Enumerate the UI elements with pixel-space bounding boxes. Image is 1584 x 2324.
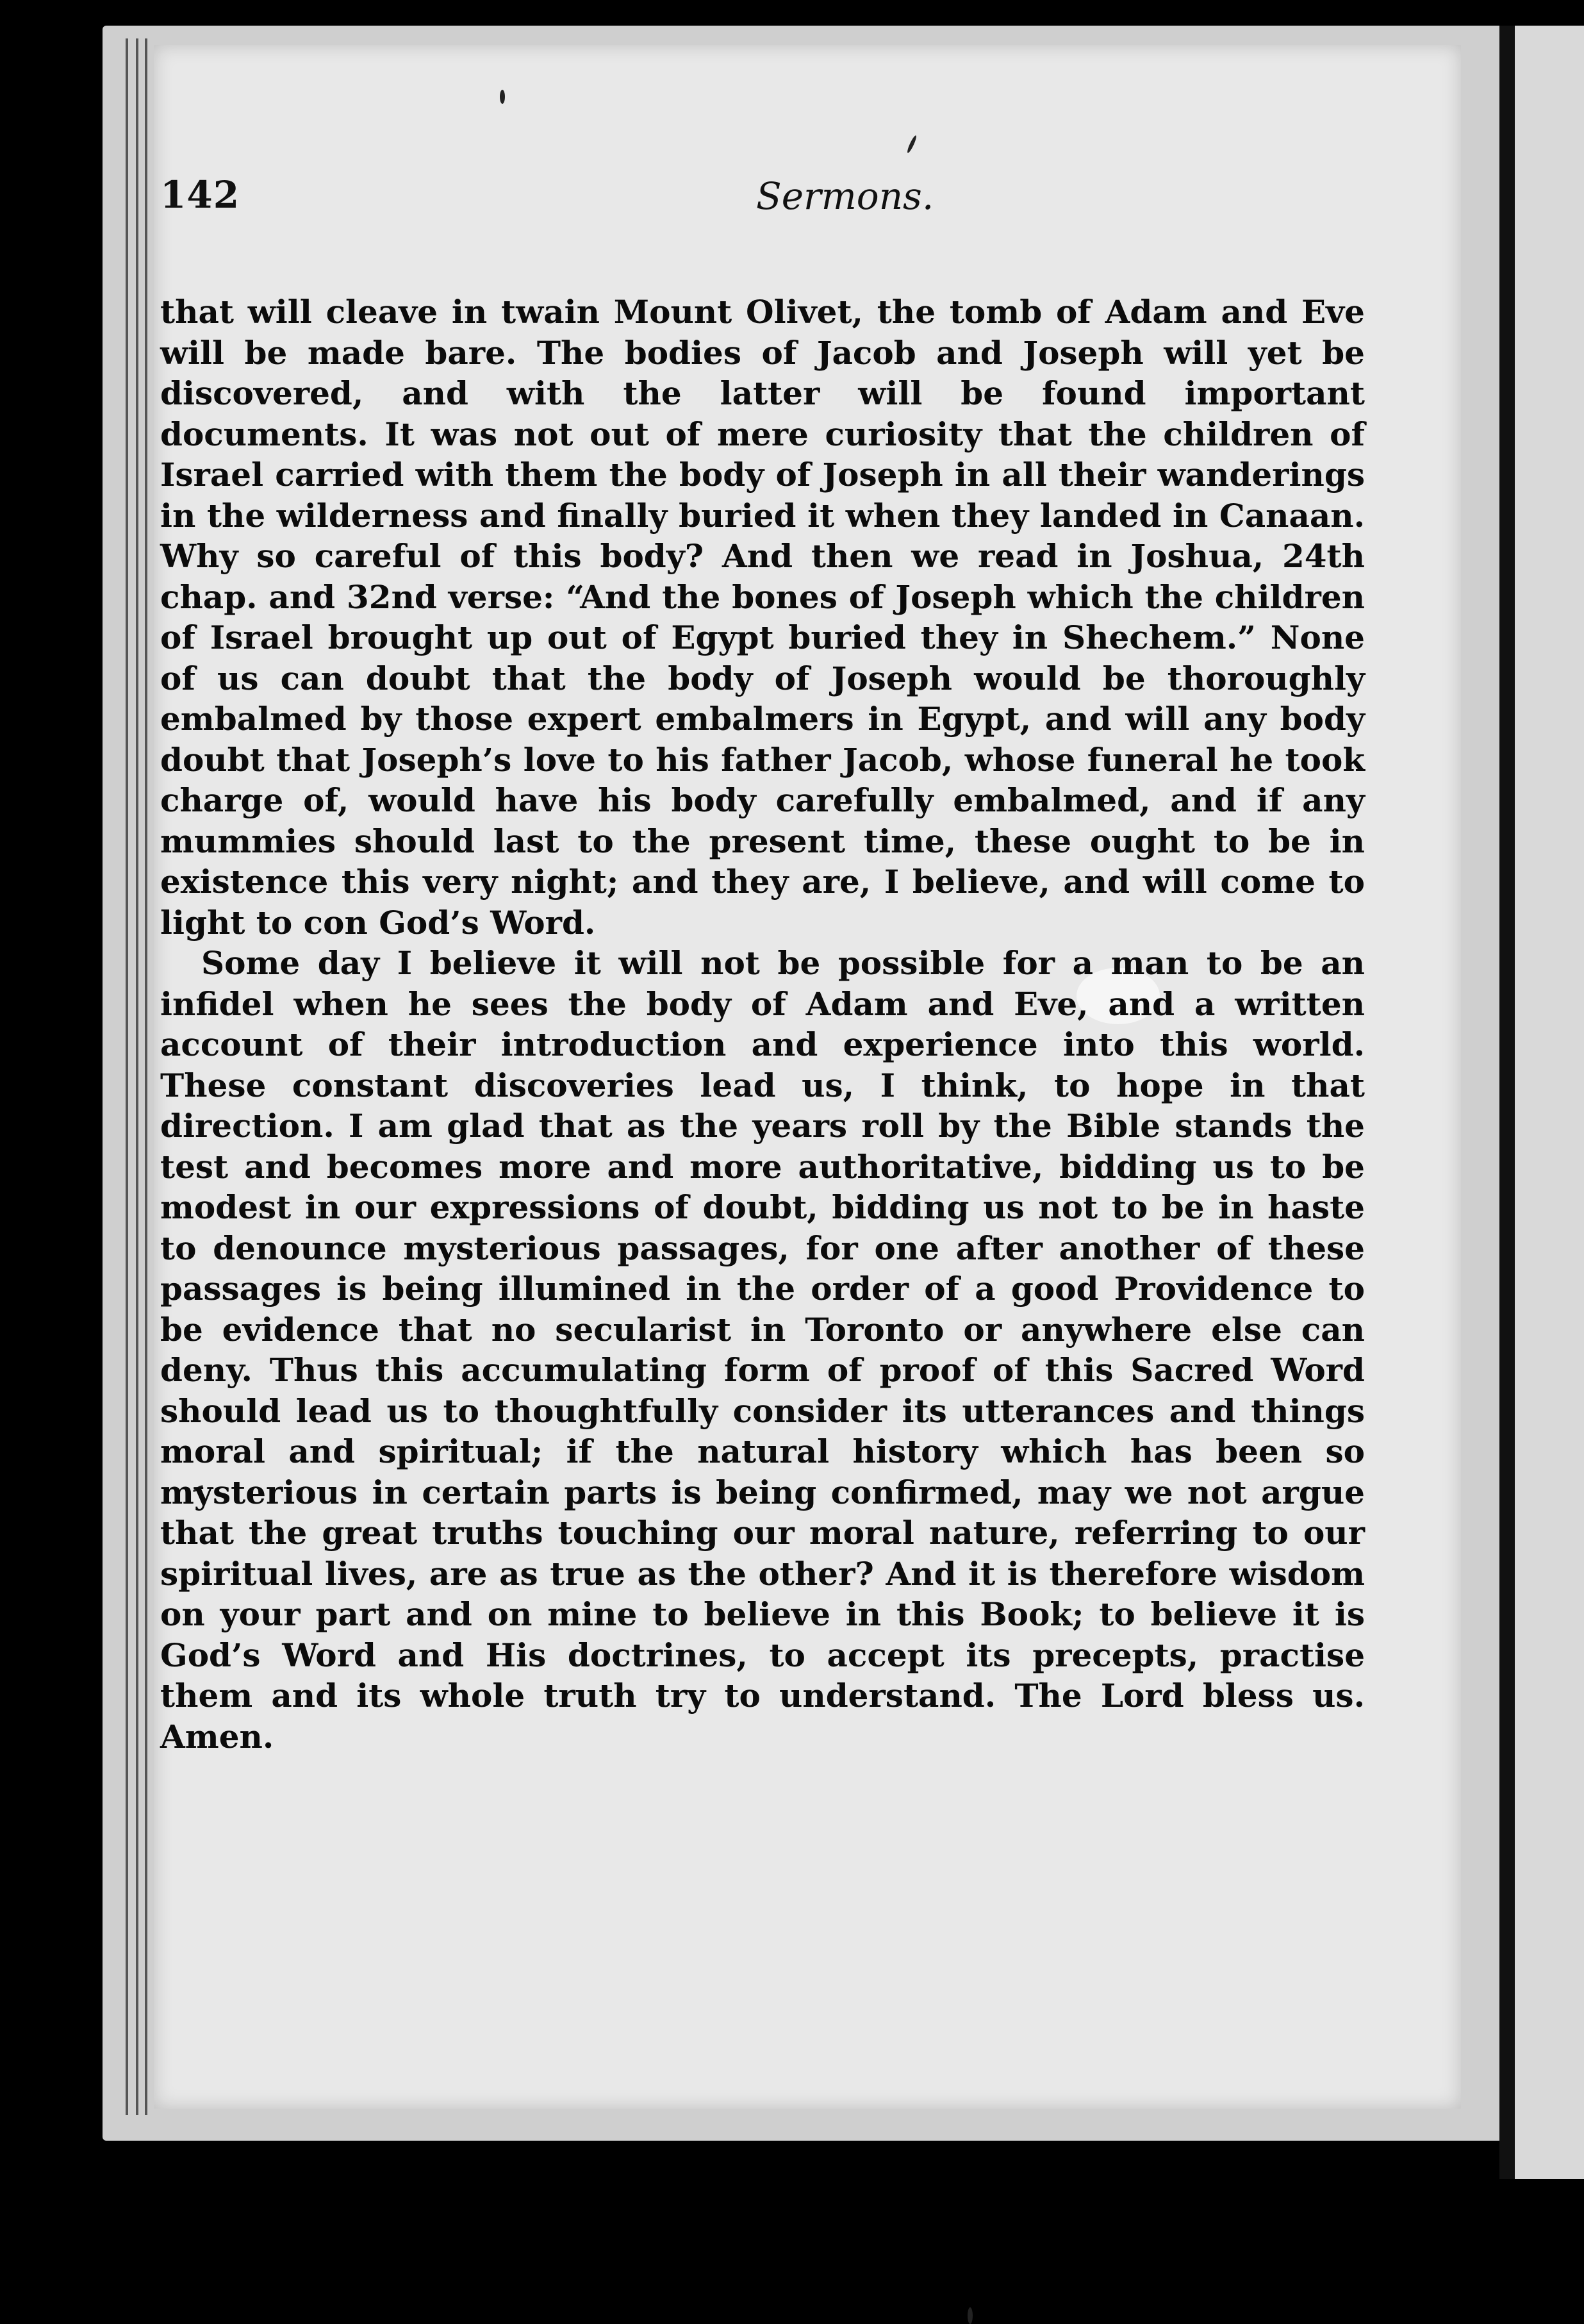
- page-edge-line: [136, 38, 138, 2115]
- paragraph: that will cleave in twain Mount Olivet, the tomb of Adam and Eve will be made bare. The bodies of Jacob and Joseph will yet be discovered, and with the latter will be found important documents. It was not out of mere curiosity that the children of Israel carried with them the body of Joseph in all their wanderings in the wilderness and finally buried it when they landed in Canaan. Why so careful of this body? And then we read in Joshua, 24th chap. and 32nd verse: “And the bones of Joseph which the children of Israel brought up out of Egypt buried they in Shechem.” None of us can doubt that the body of Joseph would be thoroughly embalmed by those expert embalmers in Egypt, and will any body doubt that Joseph’s love to his father Jacob, whose funeral he took charge of, would have his body carefully embalmed, and if any mummies should last to the present time, these ought to be in existence this very night; and they are, I believe, and will come to light to con God’s Word.: [160, 293, 1365, 942]
- running-title: Sermons.: [756, 174, 934, 218]
- page-edge-line: [126, 38, 128, 2115]
- gutter-shadow: [1499, 26, 1515, 2179]
- facing-page-strip: [1499, 26, 1584, 2179]
- running-head: [160, 173, 1185, 244]
- paper-speck: [906, 135, 918, 154]
- sermon-text: [160, 292, 1365, 1757]
- page-edge-line: [145, 38, 147, 2115]
- page-number: 142: [160, 173, 240, 217]
- paper-speck: [500, 90, 505, 104]
- paper-speck: [968, 2307, 973, 2324]
- paragraph: Some day I believe it will not be possible for a man to be an infidel when he sees the body of Adam and Eve, and a written account of their introduction and experience into this world. These constant discoveries lead us, I think, to hope in that direction. I am glad that as the years roll by the Bible stands the test and becomes more and more authoritative, bidding us to be modest in our expressions of doubt, bidding us not to be in haste to denounce mysterious passages, for one after another of these passages is being illumined in the order of a good Providence to be evidence that no secularist in Toronto or anywhere else can deny. Thus this accumulating form of proof of this Sacred Word should lead us to thoughtfully consider its utterances and things moral and spiritual; if the natural history which has been so mysterious in certain parts is being confirmed, may we not argue that the great truths touching our moral nature, referring to our spiritual lives, are as true as the other? And it is therefore wisdom on your part and on mine to believe in this Book; to believe it is God’s Word and His doctrines, to accept its precepts, practise them and its whole truth try to understand. The Lord bless us. Amen.: [160, 944, 1365, 1755]
